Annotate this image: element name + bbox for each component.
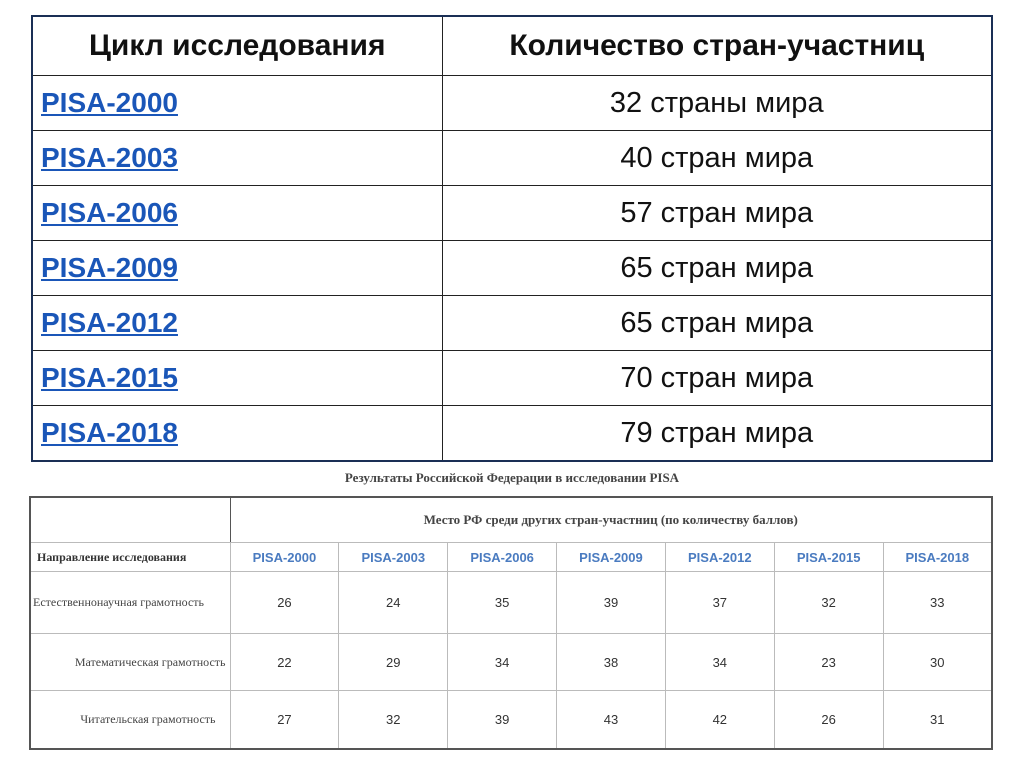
rank-cell: 39 <box>557 572 666 634</box>
rank-cell: 26 <box>774 691 883 749</box>
place-header-row <box>30 497 992 543</box>
country-count: 40 стран мира <box>442 131 992 186</box>
cycle-header: PISA-2018 <box>883 543 992 572</box>
table-row <box>32 186 992 241</box>
rank-cell: 24 <box>339 572 448 634</box>
cycle-header: PISA-2006 <box>448 543 557 572</box>
table-row <box>30 691 992 749</box>
cycle-link-pisa-2018[interactable]: PISA-2018 <box>32 406 442 462</box>
table-row <box>32 76 992 131</box>
row-label-math: Математическая грамотность <box>30 633 230 691</box>
rank-cell: 34 <box>665 633 774 691</box>
table-row <box>32 131 992 186</box>
rank-cell: 34 <box>448 633 557 691</box>
table-header-row <box>32 16 992 76</box>
participants-table <box>31 15 993 462</box>
table-row <box>30 572 992 634</box>
rank-cell: 35 <box>448 572 557 634</box>
table-row <box>32 296 992 351</box>
cycle-header: PISA-2015 <box>774 543 883 572</box>
cycle-link-pisa-2000[interactable]: PISA-2000 <box>32 76 442 131</box>
rank-cell: 32 <box>774 572 883 634</box>
table-row <box>32 351 992 406</box>
cycle-header: PISA-2012 <box>665 543 774 572</box>
country-count: 79 стран мира <box>442 406 992 462</box>
cycle-link-pisa-2015[interactable]: PISA-2015 <box>32 351 442 406</box>
cycle-link-pisa-2003[interactable]: PISA-2003 <box>32 131 442 186</box>
cycle-column-header: Цикл исследования <box>32 16 442 76</box>
rank-cell: 43 <box>557 691 666 749</box>
country-count: 65 стран мира <box>442 296 992 351</box>
rank-cell: 22 <box>230 633 339 691</box>
cycle-header-row <box>30 543 992 572</box>
cycle-header: PISA-2000 <box>230 543 339 572</box>
country-count: 57 стран мира <box>442 186 992 241</box>
rank-cell: 38 <box>557 633 666 691</box>
blank-header-cell <box>30 497 230 543</box>
cycle-link-pisa-2012[interactable]: PISA-2012 <box>32 296 442 351</box>
table-row <box>30 633 992 691</box>
rank-cell: 32 <box>339 691 448 749</box>
country-count: 65 стран мира <box>442 241 992 296</box>
cycle-link-pisa-2006[interactable]: PISA-2006 <box>32 186 442 241</box>
table-row <box>32 406 992 462</box>
rank-cell: 27 <box>230 691 339 749</box>
row-label-science: Естественнонаучная грамотность <box>30 572 230 634</box>
cycle-link-pisa-2009[interactable]: PISA-2009 <box>32 241 442 296</box>
rank-cell: 33 <box>883 572 992 634</box>
rank-cell: 37 <box>665 572 774 634</box>
place-header: Место РФ среди других стран-участниц (по количеству баллов) <box>230 497 992 543</box>
rank-cell: 30 <box>883 633 992 691</box>
country-count: 70 стран мира <box>442 351 992 406</box>
cycle-header: PISA-2003 <box>339 543 448 572</box>
rank-cell: 29 <box>339 633 448 691</box>
cycle-header: PISA-2009 <box>557 543 666 572</box>
results-caption: Результаты Российской Федерации в исследовании PISA <box>344 470 680 485</box>
table-row <box>32 241 992 296</box>
rank-cell: 23 <box>774 633 883 691</box>
results-table <box>29 496 993 750</box>
rank-cell: 42 <box>665 691 774 749</box>
count-column-header: Количество стран-участниц <box>442 16 992 76</box>
direction-header: Направление исследования <box>30 543 230 572</box>
rank-cell: 26 <box>230 572 339 634</box>
row-label-reading: Читательская грамотность <box>30 691 230 749</box>
country-count: 32 страны мира <box>442 76 992 131</box>
rank-cell: 31 <box>883 691 992 749</box>
rank-cell: 39 <box>448 691 557 749</box>
